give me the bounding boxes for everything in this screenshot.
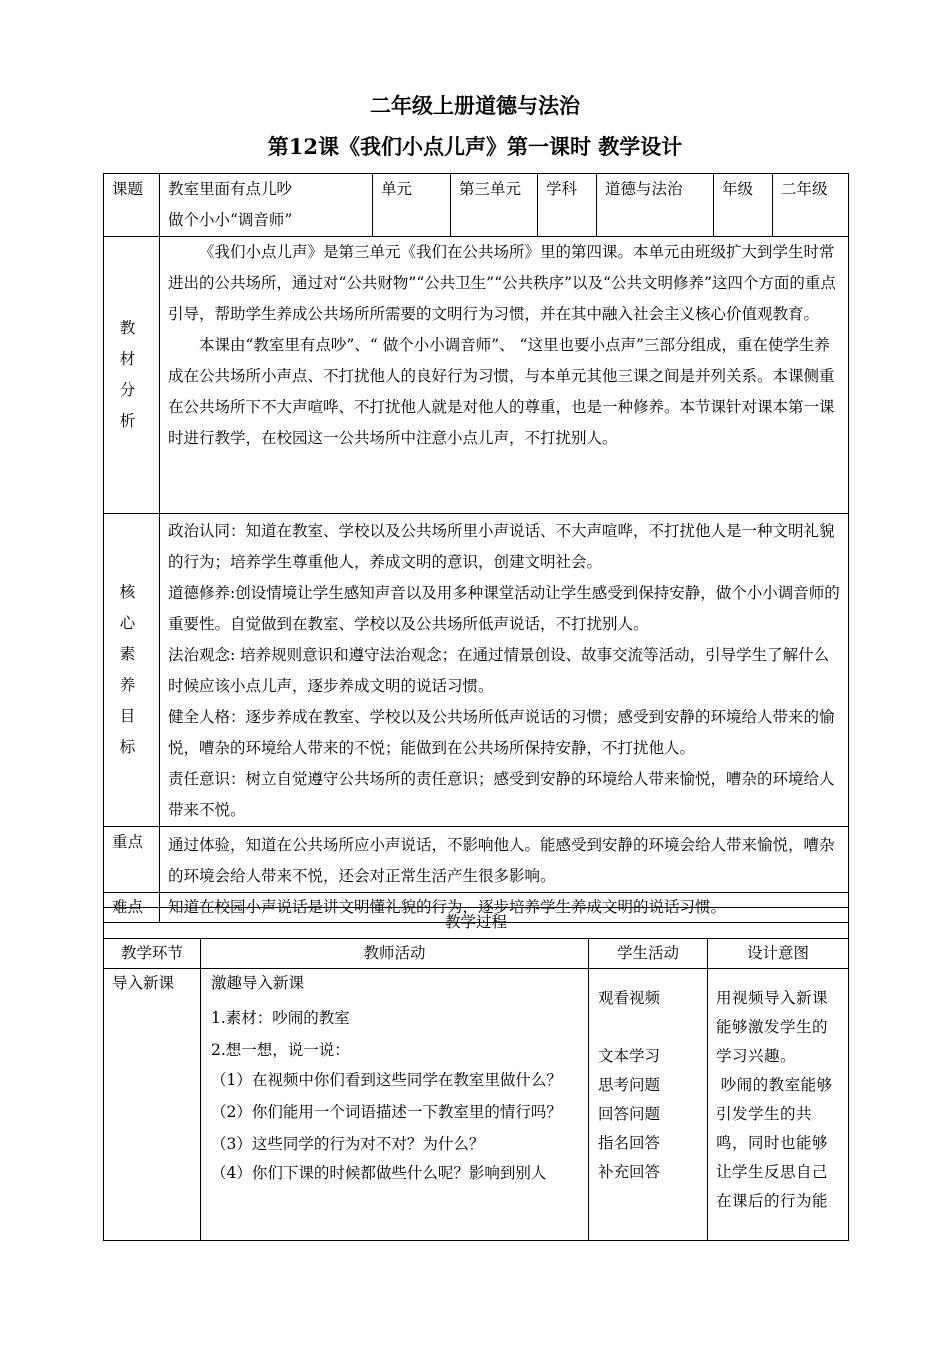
analysis-paragraph-2: 本课由“教室里有点吵”、“ 做个小小调音师”、 “这里也要小点声”三部分组成，重在使学生养成在公共场所小声点、不打扰他人的良好行为习惯，与本单元其他三课之间是并列关系。本课侧重在公共场所下不大声喧哗、不打扰他人就是对他人的尊重，也是一种修养。本节课针对课本第一课时进行教学，在校园这一公共场所中注意小点儿声，不打扰别人。 (168, 336, 835, 447)
key-row (104, 827, 849, 893)
design-intent-cell (708, 969, 849, 1241)
core-item-moral: 道德修养:创设情境让学生感知声音以及用多种课堂活动让学生感受到保持安静，做个小小调音师的重要性。自觉做到在教室、学校以及公共场所低声说话，不打扰别人。 (168, 584, 840, 633)
core-row (104, 514, 849, 827)
col-stage-header: 教学环节 (104, 939, 201, 969)
analysis-label (104, 237, 160, 514)
col-teacher-header: 教师活动 (201, 939, 589, 969)
grade-label: 年级 (714, 174, 773, 237)
stage-cell: 导入新课 (104, 969, 201, 1241)
difficulty-text: 知道在校园小声说话是讲文明懂礼貌的行为，逐步培养学生养成文明的说话习惯。 (160, 893, 849, 923)
process-intro-row (104, 969, 849, 1241)
core-item-political: 政治认同：知道在教室、学校以及公共场所里小声说话、不大声喧哗，不打扰他人是一种文明礼貌的行为；培养学生尊重他人，养成文明的意识，创建文明社会。 (168, 522, 835, 571)
topic-value (160, 174, 373, 237)
teacher-line-2: 1.素材：吵闹的教室 (211, 1009, 350, 1027)
grade-value: 二年级 (773, 174, 849, 237)
lesson-info-table (103, 173, 849, 923)
teacher-line-5: （2）你们能用一个词语描述一下教室里的情行吗？ (211, 1103, 562, 1121)
teacher-line-1: 激趣导入新课 (211, 974, 305, 992)
process-header-row (104, 908, 849, 939)
key-label: 重点 (104, 827, 160, 893)
student-line-1: 观看视频 (598, 989, 661, 1007)
key-text: 通过体验，知道在公共场所应小声说话，不影响他人。能感受到安静的环境会给人带来愉悦，嘈杂的环境会给人带来不悦，还会对正常生活产生很多影响。 (160, 827, 849, 893)
student-line-4: 回答问题 (598, 1105, 661, 1123)
unit-value: 第三单元 (451, 174, 538, 237)
process-columns-row (104, 939, 849, 969)
teaching-process-table (103, 907, 849, 1241)
analysis-row (104, 237, 849, 514)
analysis-label-line-1: 教 材 (119, 319, 144, 368)
student-line-2: 文本学习 (598, 1047, 661, 1065)
topic-label: 课题 (104, 174, 160, 237)
core-item-personality: 健全人格：逐步养成在教室、学校以及公共场所低声说话的习惯；感受到安静的环境给人带来的愉悦，嘈杂的环境给人带来的不悦；能做到在公共场所保持安静，不打扰他人。 (168, 708, 835, 757)
student-activity-cell (589, 969, 708, 1241)
core-label-line-3: 目 标 (119, 707, 144, 756)
unit-label: 单元 (373, 174, 451, 237)
design-line-1: 用视频导入新课能够激发学生的学习兴趣。 (716, 989, 829, 1065)
teacher-activity-cell (201, 969, 589, 1241)
col-student-header: 学生活动 (589, 939, 708, 969)
analysis-label-line-2: 分 析 (119, 381, 144, 430)
core-item-law: 法治观念: 培养规则意识和遵守法治观念；在通过情景创设、故事交流等活动，引导学生了解什么时候应该小点儿声，逐步养成文明的说话习惯。 (168, 646, 830, 695)
document-title: 二年级上册道德与法治 (370, 93, 580, 118)
subject-value: 道德与法治 (597, 174, 714, 237)
teacher-line-4: （1）在视频中你们看到这些同学在教室里做什么？ (211, 1071, 562, 1089)
subject-label: 学科 (538, 174, 597, 237)
core-item-responsibility: 责任意识：树立自觉遵守公共场所的责任意识；感受到安静的环境给人带来愉悦，嘈杂的环境给人带来不悦。 (168, 770, 835, 819)
core-label-line-1: 核 心 (119, 583, 144, 632)
document-subtitle: 第12课《我们小点儿声》第一课时 教学设计 (267, 134, 683, 159)
topic-value-line-1: 教室里面有点儿吵 (168, 180, 293, 198)
info-row (104, 174, 849, 237)
core-content (160, 514, 849, 827)
topic-value-line-2: 做个小小“调音师” (168, 211, 293, 229)
analysis-paragraph-1: 《我们小点儿声》是第三单元《我们在公共场所》里的第四课。本单元由班级扩大到学生时常进出的公共场所，通过对“公共财物”“公共卫生”“公共秩序”以及“公共文明修养”这四个方面的重点引导，帮助学生养成公共场所所需要的文明行为习惯，并在其中融入社会主义核心价值观教育。 (168, 243, 836, 323)
teacher-line-3: 2.想一想，说一说： (211, 1041, 350, 1059)
student-line-5: 指名回答 (598, 1134, 661, 1152)
process-header: 教学过程 (104, 908, 849, 939)
core-label-line-2: 素 养 (119, 645, 144, 694)
design-line-2: 吵闹的教室能够引发学生的共鸣，同时也能够让学生反思自己在课后的行为能 (716, 1076, 833, 1210)
teacher-line-7: （4）你们下课的时候都做些什么呢？影响到别人 (211, 1164, 547, 1182)
teacher-line-6: （3）这些同学的行为对不对？为什么？ (211, 1135, 485, 1153)
difficulty-label: 难点 (104, 893, 160, 923)
analysis-content (160, 237, 849, 514)
student-line-6: 补充回答 (598, 1163, 661, 1181)
core-label (104, 514, 160, 827)
col-design-header: 设计意图 (708, 939, 849, 969)
student-line-3: 思考问题 (598, 1076, 661, 1094)
